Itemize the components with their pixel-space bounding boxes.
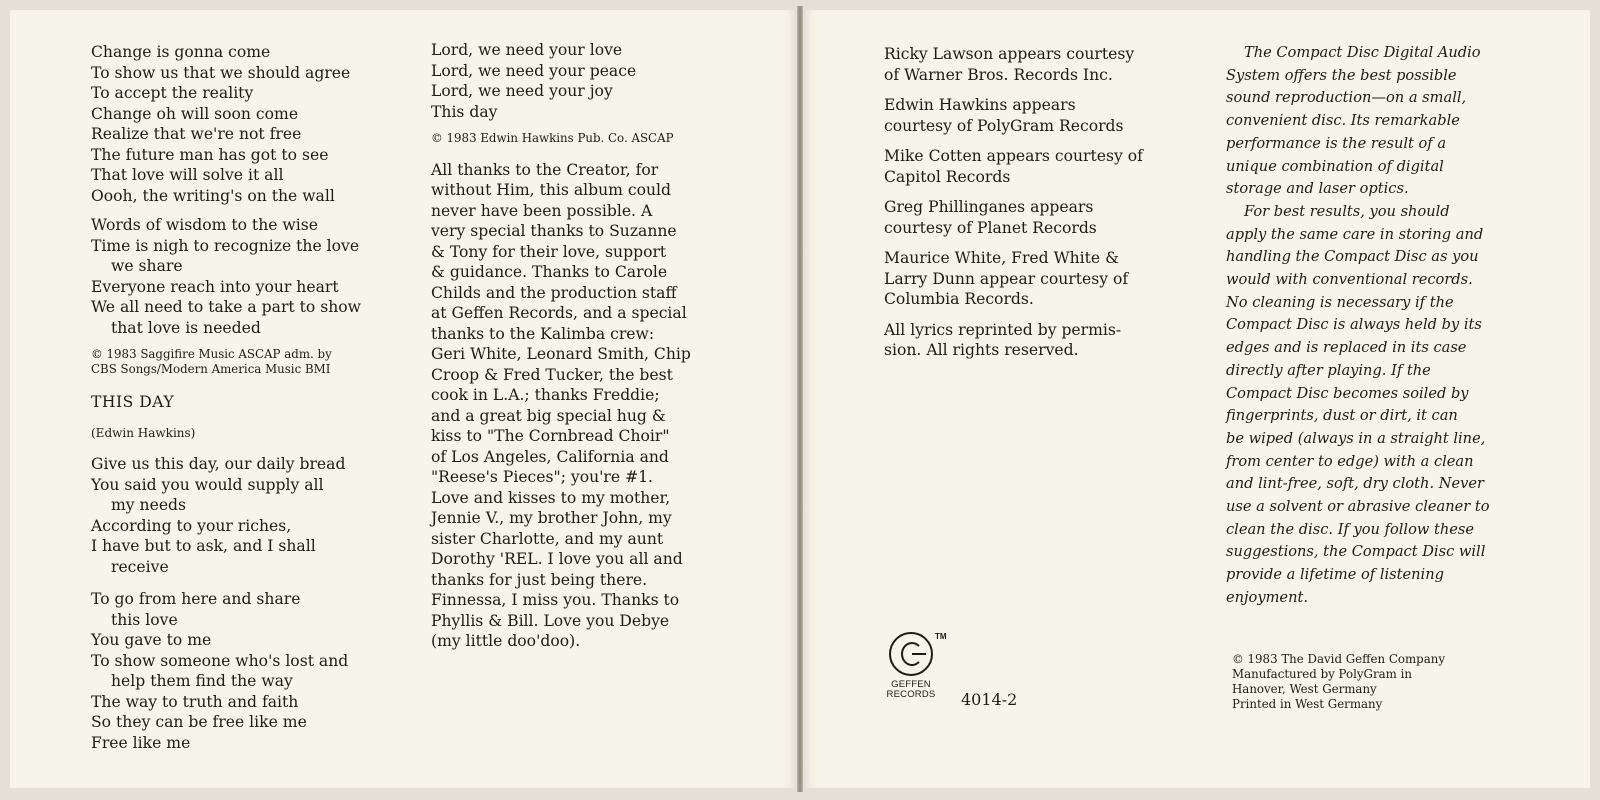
lyric-line: To show us that we should agree <box>91 63 351 82</box>
thanks-line: thanks to the Kalimba crew: <box>431 324 655 343</box>
courtesy-note <box>884 95 1184 136</box>
thanks-line: All thanks to the Creator, for <box>431 160 659 179</box>
notice-line: System offers the best possible <box>1226 66 1457 84</box>
notice-line: unique combination of digital <box>1226 157 1444 175</box>
thanks-line: Jennie V., my brother John, my <box>431 509 672 527</box>
courtesy-line: Edwin Hawkins appears <box>884 96 1076 114</box>
lyrics-copyright-credit <box>91 347 391 376</box>
thanks-line: & guidance. Thanks to Carole <box>431 263 668 281</box>
trademark-mark: TM <box>935 632 947 641</box>
lyric-line: Words of wisdom to the wise <box>91 216 318 234</box>
lyric-line: The way to truth and faith <box>91 692 299 711</box>
courtesy-note <box>884 44 1184 85</box>
lyric-line: That love will solve it all <box>91 166 284 184</box>
lyric-line: Free like me <box>91 733 191 752</box>
notice-line: be wiped (always in a straight line, <box>1226 429 1486 447</box>
lyric-line: Everyone reach into your heart <box>91 277 339 296</box>
lyric-line: Lord, we need your joy <box>431 82 613 100</box>
notice-line: suggestions, the Compact Disc will <box>1226 543 1486 561</box>
thanks-line: Childs and the production staff <box>431 283 677 302</box>
courtesy-line: All lyrics reprinted by permis- <box>884 320 1122 339</box>
copyright-line: Manufactured by PolyGram in <box>1232 667 1412 681</box>
courtesy-note <box>884 248 1184 310</box>
lyric-line: Change oh will soon come <box>91 104 299 123</box>
lyrics-copyright-credit: © 1983 Edwin Hawkins Pub. Co. ASCAP <box>431 131 674 145</box>
logo-line: RECORDS <box>886 688 936 700</box>
notice-line: apply the same care in storing and <box>1226 225 1484 243</box>
notice-line: clean the disc. If you follow these <box>1226 520 1475 538</box>
thanks-line: Love and kisses to my mother, <box>431 488 671 507</box>
lyric-line: I have but to ask, and I shall receive <box>91 537 316 576</box>
compact-disc-notice <box>1226 42 1526 610</box>
lyric-line: To go from here and share this love <box>91 590 301 629</box>
thanks-line: (my little doo'doo). <box>431 632 581 650</box>
lyric-line: Change is gonna come <box>91 43 271 61</box>
notice-line: No cleaning is necessary if the <box>1226 293 1454 311</box>
lyric-line: The future man has got to see <box>91 145 329 164</box>
notice-line: Compact Disc is always held by its <box>1226 316 1482 334</box>
notice-line: from center to edge) with a clean <box>1226 452 1474 470</box>
notice-line: storage and laser optics. <box>1226 180 1409 198</box>
geffen-records-logo <box>883 632 943 699</box>
thanks-paragraph <box>431 160 731 652</box>
lyric-line: Realize that we're not free <box>91 125 302 143</box>
notice-line: convenient disc. Its remarkable <box>1226 112 1460 130</box>
notice-line: directly after playing. If the <box>1226 361 1431 379</box>
lyrics-column-2 <box>431 40 731 652</box>
song-title: THIS DAY <box>91 393 175 411</box>
thanks-line: "Reese's Pieces"; you're #1. <box>431 468 654 486</box>
thanks-line: of Los Angeles, California and <box>431 447 669 466</box>
lyric-line: Oooh, the writing's on the wall <box>91 186 335 205</box>
lyrics-column-1 <box>91 42 391 762</box>
thanks-line: & Tony for their love, support <box>431 242 667 261</box>
geffen-g-icon <box>889 632 933 676</box>
lyric-line: According to your riches, <box>91 516 292 535</box>
courtesy-line: Maurice White, Fred White & <box>884 249 1119 267</box>
courtesy-line: Columbia Records. <box>884 290 1034 308</box>
courtesy-line: Greg Phillinganes appears <box>884 198 1094 216</box>
courtesy-note <box>884 146 1184 187</box>
lyric-line: Give us this day, our daily bread <box>91 455 346 473</box>
lyrics-stanza <box>91 589 371 753</box>
thanks-line: without Him, this album could <box>431 181 672 199</box>
lyric-line: Lord, we need your peace <box>431 61 637 80</box>
courtesy-line: Larry Dunn appear courtesy of <box>884 269 1129 288</box>
thanks-line: thanks for just being there. <box>431 570 648 589</box>
thanks-line: Croop & Fred Tucker, the best <box>431 365 673 384</box>
lyric-line: We all need to take a part to show that love is needed <box>91 298 362 337</box>
courtesy-column <box>884 44 1184 371</box>
rights-note <box>884 320 1184 361</box>
notice-line: provide a lifetime of listening <box>1226 566 1444 584</box>
notice-line: performance is the result of a <box>1226 134 1447 152</box>
lyrics-stanza <box>91 215 361 338</box>
credit-line: CBS Songs/Modern America Music BMI <box>91 361 331 376</box>
courtesy-line: courtesy of PolyGram Records <box>884 116 1124 135</box>
notice-line: and lint-free, soft, dry cloth. Never <box>1226 475 1484 493</box>
lyric-line: You gave to me <box>91 631 212 649</box>
thanks-line: cook in L.A.; thanks Freddie; <box>431 386 660 404</box>
courtesy-line: Capitol Records <box>884 167 1011 186</box>
notice-line: The Compact Disc Digital Audio <box>1244 44 1481 61</box>
lyrics-stanza <box>91 454 346 577</box>
courtesy-line: of Warner Bros. Records Inc. <box>884 65 1113 84</box>
lyric-line: You said you would supply all my needs <box>91 475 324 514</box>
courtesy-line: Mike Cotten appears courtesy of <box>884 147 1143 165</box>
credit-line: © 1983 Saggifire Music ASCAP adm. by <box>91 347 332 361</box>
courtesy-line: sion. All rights reserved. <box>884 341 1079 359</box>
notice-line: enjoyment. <box>1226 588 1308 606</box>
publisher-copyright <box>1232 652 1445 712</box>
thanks-line: Geri White, Leonard Smith, Chip <box>431 345 691 363</box>
lyric-line: Lord, we need your love <box>431 41 623 59</box>
copyright-line: © 1983 The David Geffen Company <box>1232 652 1446 666</box>
courtesy-line: Ricky Lawson appears courtesy <box>884 45 1135 63</box>
thanks-line: very special thanks to Suzanne <box>431 222 677 240</box>
notice-line: Compact Disc becomes soiled by <box>1226 384 1469 402</box>
thanks-line: kiss to "The Cornbread Choir" <box>431 427 670 445</box>
courtesy-line: courtesy of Planet Records <box>884 218 1097 237</box>
copyright-line: Printed in West Germany <box>1232 697 1383 711</box>
copyright-line: Hanover, West Germany <box>1232 682 1377 696</box>
lyric-line: To accept the reality <box>91 84 254 102</box>
thanks-line: and a great big special hug & <box>431 406 666 425</box>
notice-line: use a solvent or abrasive cleaner to <box>1226 498 1490 516</box>
thanks-line: never have been possible. A <box>431 201 653 220</box>
thanks-line: Dorothy 'REL. I love you all and <box>431 550 683 568</box>
lyrics-stanza <box>91 42 391 206</box>
notice-line: edges and is replaced in its case <box>1226 339 1467 357</box>
lyric-line: This day <box>431 102 498 121</box>
notice-line: fingerprints, dust or dirt, it can <box>1226 407 1458 425</box>
thanks-line: sister Charlotte, and my aunt <box>431 529 664 548</box>
notice-line: For best results, you should <box>1244 202 1450 220</box>
lyrics-stanza <box>431 40 731 122</box>
lyric-line: Time is nigh to recognize the love we share <box>91 236 360 275</box>
song-composer: (Edwin Hawkins) <box>91 425 196 440</box>
thanks-line: Finnessa, I miss you. Thanks to <box>431 591 680 609</box>
logo-line: GEFFEN <box>891 679 931 690</box>
thanks-line: at Geffen Records, and a special <box>431 304 687 322</box>
notice-line: would with conventional records. <box>1226 271 1473 289</box>
notice-line: handling the Compact Disc as you <box>1226 248 1479 266</box>
notice-line: sound reproduction—on a small, <box>1226 89 1467 107</box>
lyric-line: So they can be free like me <box>91 713 307 731</box>
lyric-line: To show someone who's lost and help them find the way <box>91 651 349 690</box>
logo-wordmark <box>883 680 939 699</box>
thanks-line: Phyllis & Bill. Love you Debye <box>431 611 670 630</box>
courtesy-note <box>884 197 1184 238</box>
catalog-number: 4014-2 <box>961 690 1018 709</box>
